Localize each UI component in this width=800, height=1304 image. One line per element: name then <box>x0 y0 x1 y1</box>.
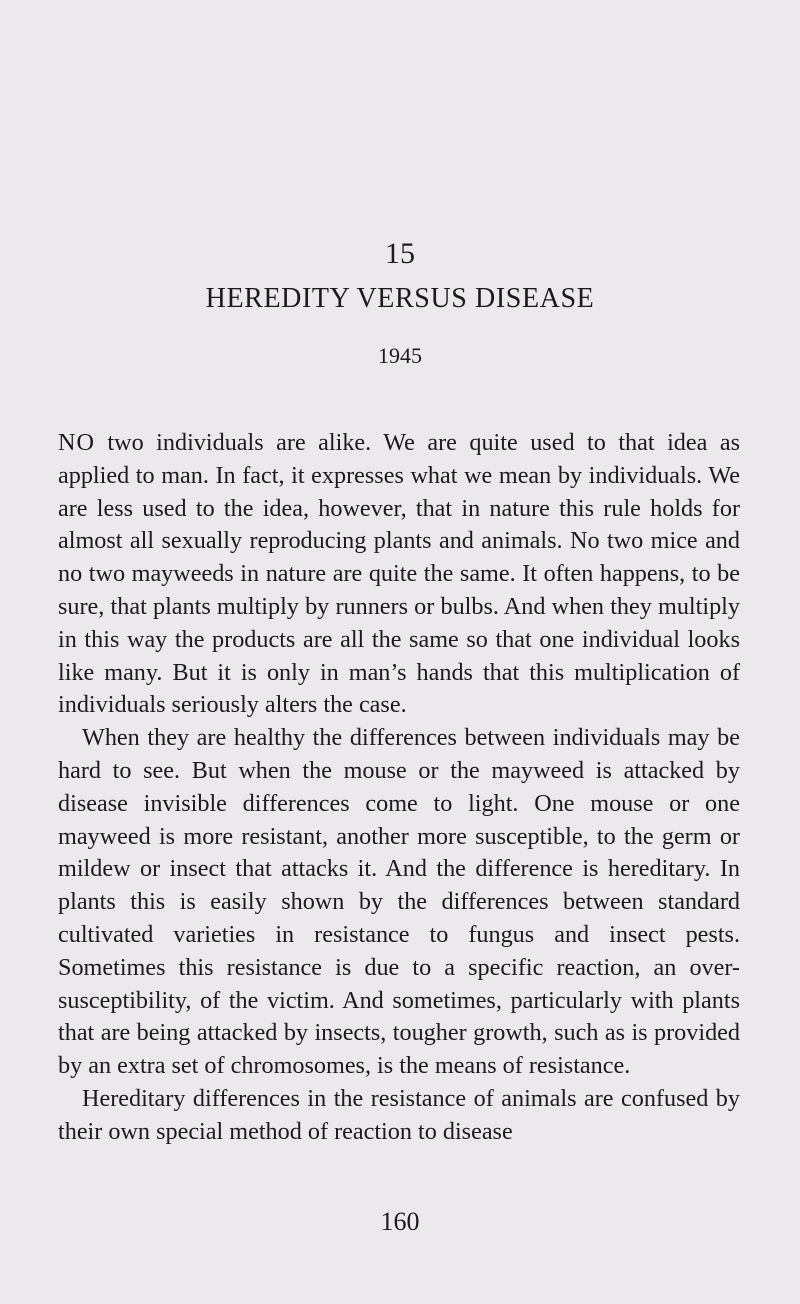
paragraph-3: Hereditary differences in the resistance of animals are confused by their own special method of reaction to disease <box>58 1084 740 1145</box>
paragraph-1 <box>58 427 740 722</box>
chapter-title: HEREDITY VERSUS DISEASE <box>205 283 595 314</box>
paragraph-text: two individuals are alike. We are quite used to that idea as applied to man. In fact, it expresses what we mean by individuals. We are less used to the idea, however, that in nature this rule holds for almost all sexually reproducing plants and animals. No two mice and no two mayweeds in nature are quite the same. It often happens, to be sure, that plants multiply by runners or bulbs. And when they multiply in this way the products are all the same so that one individual looks like many. But it is only in man’s hands that this multiplication of individuals seriously alters the case. <box>58 429 740 719</box>
chapter-number: 15 <box>385 237 415 270</box>
paragraph-2: When they are healthy the differences between individuals may be hard to see. But when the mouse or the mayweed is attacked by disease invisible differences come to light. One mouse or one mayweed is more resistant, another more susceptible, to the germ or mildew or insect that attacks it. And the difference is hereditary. In plants this is easily shown by the differences between standard cultivated varieties in resistance to fungus and insect pests. Sometimes this resistance is due to a specific reaction, an over-susceptibility, of the victim. And sometimes, particularly with plants that are being attacked by insects, tougher growth, such as is provided by an extra set of chromosomes, is the means of resistance. <box>58 724 740 1080</box>
page-number: 160 <box>380 1207 420 1236</box>
chapter-year: 1945 <box>378 343 422 368</box>
body-text <box>58 427 740 1149</box>
paragraph-lead: NO <box>58 429 95 456</box>
